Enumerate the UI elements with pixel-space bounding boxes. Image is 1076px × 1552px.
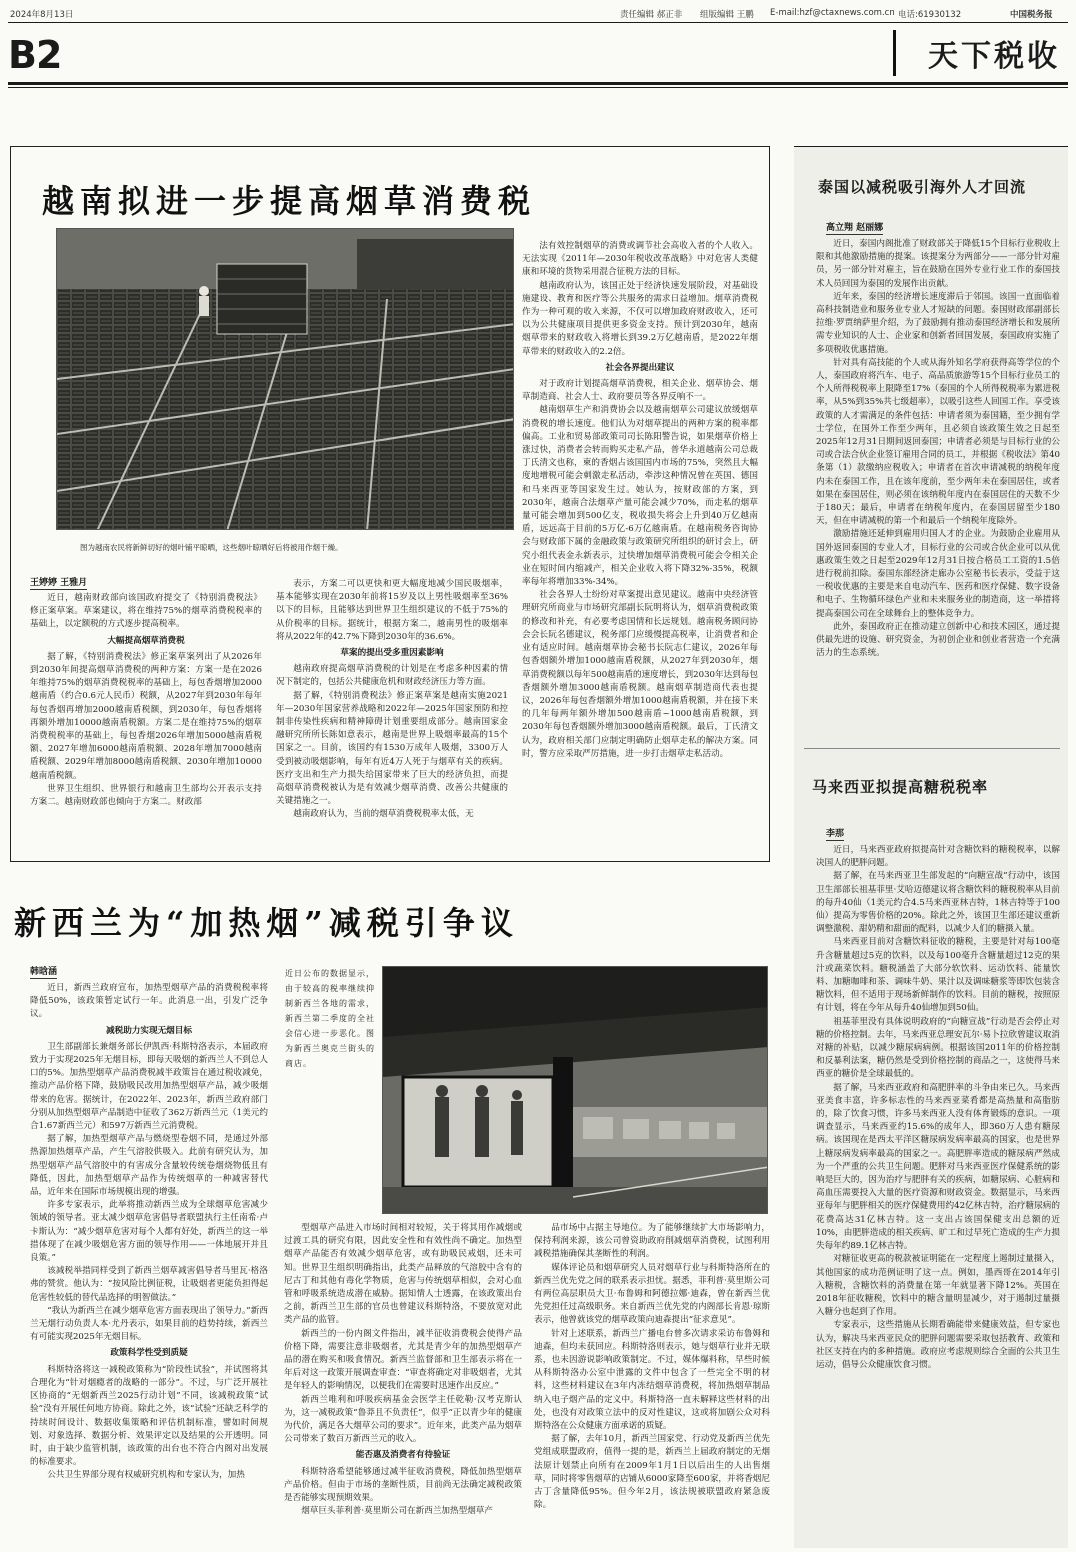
paragraph: 此外，泰国政府正在推动建立创新中心和技术园区，通过提供最先进的设施、研究资金，为初创企业和创业者营造一个充满活力的生态系统。	[816, 621, 1060, 659]
paragraph: 据了解，《特别消费税法》修正案草案列出了从2026年到2030年间提高烟草消费税的两种方案：方案一是在2026年维持75%的烟草消费税税率的基础上，每包香烟增加2000越南盾（约合0.6元人民币）税额，从2027年到2030年每年每包香烟再增加2000越南盾税额，到2030年，每包香烟将再额外增加10000越南盾税额。方案二是在维持75%的烟草消费税税率的基础上，每包香烟2026年增加5000越南盾税额、2027年增加6000越南盾税额、2028年增加7000越南盾税额、2029年增加8000越南盾税额、2030年增加10000越南盾税额。	[30, 651, 262, 781]
paragraph: 表示，方案二可以更快和更大幅度地减少国民吸烟率，基本能够实现在2030年前将15岁及以上男性吸烟率至36%以下的目标，且能够达到世界卫生组织建议的不低于75%的从价税率的目标。据统计，根据方案二，越南男性的吸烟率将从2022年的42.7%下降到2030年的36.6%。	[276, 579, 508, 642]
paragraph: 新西兰的一份内阁文件指出，减半征收消费税会使得产品价格下降，需要注意非吸烟者，尤其是青少年的加热型烟草产品的潜在购买和吸食情况。新西兰监督部和卫生部表示将在一年后对这一政策开展调查审查：“审查将确定对非吸烟者，尤其是年轻人的影响情况，以便我们在需要时迅速作出反应。”	[284, 1328, 522, 1392]
paragraph: 对糖征收更高的税款被证明能在一定程度上遏制过量摄入，其他国家的成功范例证明了这一点。例如，墨西哥在2014年引入糖税，含糖饮料的消费量在第一年就显著下降12%。英国在2018年征收糖税，饮料中的糖含量明显减少，对于遏制过量摄入糖分也起到了作用。	[816, 1254, 1060, 1318]
paragraph: 专家表示，这些措施从长期看确能带来健康效益，但专家也认为，解决马来西亚民众的肥胖问题需要采取包括教育、政策和社区支持在内的多种措施。政府应考虑规则综合全面的公共卫生运动，倡导公众健康饮食习惯。	[816, 1320, 1060, 1370]
vietnam-byline: 王婷婷 王雅月	[30, 575, 87, 590]
vietnam-col-1	[30, 592, 262, 854]
paragraph: 据了解，去年10月，新西兰国家党、行动党及新西兰优先党组成联盟政府，值得一提的是，新西兰上届政府制定的无烟法原计划禁止向所有在2009年1月1日以后出生的人出售烟草，同时将零售烟草的店铺从6000家降至600家，并将香烟尼古丁含量降低95%。但今年2月，该法规被联盟政府紧急废除。	[534, 1434, 770, 1511]
paragraph: 越南烟草生产和消费协会以及越南烟草公司建议放缓烟草消费税的增长速度。他们认为对烟草提出的两种方案的税率都偏高。工业和贸易部政策司司长陈阳警告说，如果烟草价格上涨过快，消费者会转而购买走私产品，普华永道越南公司总裁丁氏清文也称，柬的香烟占该国国内市场的75%，突然且大幅度地增税可能会刺激走私活动，牵涉这种情况曾在英国、德国和马来西亚等国家发生过。她认为，按财政部的方案，到2030年，越南合法烟草产量可能会减少70%，而走私的烟草量可能会增加到500亿支，税收损失将会上升到40万亿越南盾，远远高于目前的5万亿-6万亿越南盾。在越南税务咨询协会与财政部下属的金融政策与政策研究所组织的研讨会上，研究小组代表金永新表示，过快增加烟草消费税可能会令相关企业在短时间内缩减产，相关企业收入将下降32%-35%，税额率每年将增加33%-34%。	[522, 405, 758, 588]
editor-phone: 电话:61930132	[898, 10, 962, 20]
paragraph: 据了解，加热型烟草产品与燃烧型卷烟不同，是通过外部热源加热烟草产品，产生气溶胶供吸入。此前有研究认为，加热型烟草产品气溶胶中的有害成分含量较传统卷烟烧物低且有降低，因此，加热型烟草产品作为传统烟草的一种减害替代品，近年来在国际市场规模出现的增强。	[30, 1134, 268, 1198]
subheading: 政策科学性受到质疑	[110, 1348, 188, 1359]
thailand-body	[816, 238, 1060, 738]
paragraph: 法有效控制烟草的消费或调节社会高收入者的个人收入。无法实现《2011年—2030年税收改革战略》中对危害人类健康和环境的货物采用混合征税方法的目标。	[522, 241, 758, 278]
newzealand-col-2	[284, 1222, 522, 1542]
paragraph: 据了解，马来西亚政府和高肥胖率的斗争由来已久。马来西亚美食丰富，许多标志性的马来西亚菜肴都是高热量和高脂肪的，除了饮食习惯，许多马来西亚人没有体育锻炼的意识。一项调查显示，马来西亚约15.6%的成年人，即360万人患有糖尿病。该国现在是西太平洋区糖尿病发病率最高的国家，也是世界上糖尿病发病率最高的国家之一。高肥胖率造成的糖尿病严然成为一个严重的公共卫生问题。肥胖对马来西亚医疗保健系统的影响是巨大的，因为治疗与肥胖有关的疾病，如糖尿病、心脏病和高血压需要投入大量的医疗资源和财政资金。数据显示，马来西亚每年与肥胖相关的医疗保健费用约42亿林吉特，治疗糖尿病的花费高达31亿林吉特。这一支出占该国保健支出总额的近10%，由肥胖造成的相关疾病、旷工和过早死亡造成的生产力损失每年约89.1亿林吉特。	[816, 1082, 1060, 1252]
vietnam-photo-caption: 图为越南农民将新鲜切好的烟叶铺平晾晒，这些烟叶晾晒好后将被用作烟干燥。	[80, 543, 343, 552]
header-thin-rule	[8, 87, 1068, 88]
newzealand-photo-caption: 近日公布的数据显示，由于较高的税率继续抑制新西兰各地的需求，新西兰第二季度的全社会信心进一步恶化。图为新西兰奥克兰街头的商店。	[285, 969, 375, 1068]
layout-editor-credit: 组版编辑 王鹏	[700, 10, 754, 20]
newzealand-col-1	[30, 982, 268, 1542]
subheading: 能否惠及消费者有待验证	[355, 1450, 451, 1461]
vietnam-photo	[56, 228, 514, 530]
sidebar-top-rule	[794, 146, 1068, 147]
newzealand-byline: 韩晗涵	[30, 964, 57, 979]
malaysia-body	[816, 844, 1060, 1544]
paragraph: 马来西亚目前对含糖饮料征收的糖税，主要是针对每100毫升含糖量超过5克的饮料，以及每100毫升含糖量超过12克的果汁或蔬菜饮料。糖税涵盖了大部分软饮料、运动饮料、能量饮料、加糖咖啡和茶、调味牛奶、果汁以及调味糖浆等即饮包装含糖饮料，但不适用于现场新鲜制作的饮料。目前的糖税，按照原有计划，将在今年从每升40仙增加到50仙。	[816, 937, 1060, 1014]
paragraph: 越南政府认为，当前的烟草消费税税率太低，无	[293, 809, 474, 820]
paragraph: 祖基菲里没有具体说明政府的“向糖宣战”行动是否会停止对糖的价格控制。去年，马来西亚总理安瓦尔·易卜拉欣曾建议取消对糖的补贴，以减少糖尿病病例。根据该国2011年的价格控制和反暴利法案，糖仍然是受到价格控制的商品之一，这使得马来西亚的糖价是全球最低的。	[816, 1016, 1060, 1080]
paragraph: 针对上述联系，新西兰广播电台曾多次请求采访布鲁姆和迪森，但均未获回应。科斯特洛则表示，她与烟草行业并无联系，也未因游说影响政策制定。不过，媒体爆料称，早些时候从科斯特洛办公室中泄露的文件中包含了一些完全不明的材料，这些材料建议在3年内冻结烟草消费税，将加热烟草制品纳入电子烟产品的定义中。科斯特洛一直未解释这些材料的出处，也没有对政策立法中的反对性建议，这或将加剧公众对科斯特洛在公众健康方面承诺的质疑。	[534, 1328, 770, 1432]
paragraph: 近年来，泰国的经济增长速度滞后于邻国。该国一直面临着高科技制造业和服务业专业人才短缺的问题。泰国财政部副部长拉维·罗贾纳萨里介绍，为了鼓励拥有推动泰国经济增长和发展所需专业知识的人士、企业家和创新者回国发展，泰国政府实施了多项税收优惠措施。	[816, 291, 1060, 355]
paragraph: 社会各界人士纷纷对草案提出意见建议。越南中央经济管理研究所商业与市场研究部副长阮明将认为，烟草消费税政策的修改和补充，有必要考虑国情和长远规划。越南税务顾问协会会长阮名德建议，税务部门应缓慢提高税率，让消费者和企业有适应时间。越南烟草协会秘书长阮志仁建议，2026年每包香烟额外增加1000越南盾税额，从2027年到2030年，烟草消费税额以每年500越南盾的速度增长，到2030年达到每包香烟额外增加3000越南盾税额。越南烟草制造商代表也提议，2026年每包香烟额外增加1000越南盾税额，并在接下来的几年每两年额外增加500越南盾~1000越南盾税额，到2030年每包香烟额外增加3000越南盾税额。最后，丁氏清文认为，政府相关部门应制定明确防止烟草走私的解决方案。同时，警方应采取严厉措施，进一步打击烟草走私活动。	[522, 590, 758, 759]
thailand-headline: 泰国以减税吸引海外人才回流	[818, 178, 1027, 196]
auckland-street-image	[383, 967, 768, 1214]
paragraph: 近日，新西兰政府宣布，加热型烟草产品的消费税税率将降低50%，该政策暂定试行一年。此消息一出，引发广泛争议。	[30, 983, 268, 1020]
paragraph: 媒体评论员和烟草研究人员对烟草行业与科斯特洛所在的新西兰优先党之间的联系表示担忧。据悉，菲利普·莫里斯公司有两位高层职员大卫·布鲁姆和阿德拉娜·迪森，曾在新西兰优先党担任过高级职务。来自新西兰优先党的内阁部长肯恩·琼斯表示，他曾就该党的烟草政策向迪森提出“征求意见”。	[534, 1262, 770, 1326]
subheading: 减税助力实现无烟目标	[106, 1025, 192, 1036]
paragraph: 科斯特洛希望能够通过减半征收消费税，降低加热型烟草产品价格。但由于市场的垄断性质，目前尚无法确定减税政策是否能够实现预期效果。	[284, 1466, 522, 1504]
sidebar-divider	[804, 748, 1060, 749]
paragraph: 品市场中占据主导地位。为了能够继续扩大市场影响力，保持利润来源，该公司曾资助政府削减烟草消费税，试图利用减税措施确保其垄断性的利润。	[534, 1223, 770, 1260]
paragraph: 该减税举措同样受到了新西兰烟草减害倡导者马里瓦·格洛弗的赞赏。他认为：“按风险比例征税，让吸烟者更能负担得起危害性较低的替代品选择的明智做法。”	[30, 1266, 268, 1303]
vietnam-col-2	[276, 578, 508, 854]
malaysia-byline: 李那	[826, 826, 844, 841]
subheading: 社会各界提出建议	[605, 362, 675, 373]
paragraph: 据了解，在马来西亚卫生部发起的“向糖宣战”行动中，该国卫生部部长祖基菲里·艾哈迈德建议将含糖饮料的糖税税率从目前的每升40仙（1美元约合4.5马来西亚林吉特，1林吉特等于100仙）提高为零售价格的20%。除此之外，该国卫生部还建议重新调整激税、甜奶精和甜面的配料，以减少人们的糖摄入量。	[816, 871, 1060, 935]
paragraph: 世界卫生组织、世界银行和越南卫生部均公开表示支持方案二。越南财政部也倾向于方案二。财政部	[30, 783, 262, 808]
paragraph: 许多专家表示，此举将推动新西兰成为全球烟草危害减少领域的领导者。亚太减少烟草危害倡导者联盟执行主任南希·卢卡斯认为：“减少烟草危害对每个人都有好处，新西兰的这一举措体现了在减少吸烟危害方面的领导作用——一体地展开并且良策。”	[30, 1200, 268, 1264]
paper-name: 中国税务报	[1010, 10, 1053, 20]
subheading: 大幅提高烟草消费税	[107, 635, 185, 646]
newzealand-photo	[382, 966, 768, 1214]
paragraph: 据了解，《特别消费税法》修正案草案是越南实施2021年—2030年国家营养战略和2022年—2025年国家预防和控制非传染性疾病和精神障碍计划重要组成部分。越南国家金融研究所所长陈如意表示，越南是世界上吸烟率最高的15个国家之一。目前，该国约有1530万成年人吸烟，3300万人受到被动吸烟影响，每年有近4万人死于与烟草有关的疾病。医疗支出和生产力损失给国家带来了巨大的经济负担，而提高烟草消费税被认为是有效减少烟草消费、改善公共健康的关键措施之一。	[276, 690, 508, 807]
paragraph: 公共卫生界部分现有权威研究机构和专家认为，加热	[47, 1470, 245, 1481]
top-rule	[8, 22, 1068, 23]
paragraph: 科斯特洛将这一减税政策称为“阶段性试验”，并试图将其合理化为“针对烟瘾者的战略的一部分”。不过，与广泛开展社区协商的“无烟新西兰2025行动计划”不同，该减税政策“试验”没有开展任何地方协商。除此之外，该“试验”还缺乏科学的持续时间设计、数据收集策略和评估机制标准，譬如时间规划、对象选择、数据分析、效果评定以及结果的公开透明。同时，由于缺少监管机制，该政策的出台也不符合内阁对出发展的标准要求。	[30, 1364, 268, 1468]
paragraph: 近日，泰国内阁批准了财政部关于降低15个目标行业税收上限和其他激励措施的提案。该提案分为两部分——一部分针对雇员，另一部分针对雇主，旨在鼓励在国外专业行业工作的泰国技术人员回国为泰国的发展作出贡献。	[816, 239, 1060, 289]
paragraph: 烟草巨头菲利普·莫里斯公司在新西兰加热型烟草产	[301, 1506, 493, 1517]
section-title: 天下税收	[928, 39, 1060, 74]
thailand-byline: 高立翔 赵丽娜	[826, 220, 883, 235]
vietnam-headline: 越南拟进一步提高烟草消费税	[42, 182, 537, 220]
paragraph: 越南政府认为，该国正处于经济快速发展阶段，对基础设施建设、教育和医疗等公共服务的需求日益增加。烟草消费税作为一种可观的收入来源，不仅可以增加政府财政收入，还可以为公共健康项目提供更多资金支持。预计到2030年，越南烟草带来的财政收入将增长到39.2万亿越南盾，是2022年烟草带来的财政收入的2.2倍。	[522, 280, 758, 357]
newzealand-col-3	[534, 1222, 770, 1542]
newzealand-headline: 新西兰为“加热烟”减税引争议	[14, 904, 519, 942]
paragraph: 型烟草产品进入市场时间相对较短，关于将其用作减烟或过渡工具的研究有限，因此安全性和有效性尚不确定。加热型烟草产品能否有效减少烟草危害，或有助吸民戒烟，还未可知。世界卫生组织明确指出，此类产品释放的气溶胶中含有的尼古丁和其他有毒化学物质，危害与传统烟草相似，会对心血管和呼吸系统造成潜在威胁。据知情人士透露，在该政策出台之前，新西兰卫生部的官员也曾建议科斯特洛，不要放宽对此类产品的监管。	[284, 1223, 522, 1326]
paragraph: 激励措施还延伸到雇用归国人才的企业。为鼓励企业雇用从国外返回泰国的专业人才，目标行业的公司或合伙企业可以从优惠政策生效之日起至2029年12月31日按合格员工工资的1.5倍进行税前扣除。泰国东部经济走廊办公室秘书长表示，受益于这一税收优惠的主要是来自电动汽车、医药和医疗保健、数字设备和电子、生物循环绿色产业和未来服务业的制造商，这一举措将提高泰国公司在全球舞台上的整体竞争力。	[816, 529, 1060, 619]
issue-date: 2024年8月13日	[10, 10, 74, 20]
malaysia-headline: 马来西亚拟提高糖税税率	[812, 778, 989, 796]
editor-credit: 责任编辑 郝正非	[620, 10, 683, 20]
editor-email: E-mail:hzf@ctaxnews.com.cn	[770, 8, 895, 18]
header-thick-rule	[8, 82, 1068, 85]
section-banner	[893, 30, 1068, 76]
paragraph: “我认为新西兰在减少烟草危害方面表现出了领导力。”新西兰无烟行动负责人本·尤丹表示，如果目前的趋势持续，新西兰有可能实现2025年无烟目标。	[30, 1305, 268, 1343]
paragraph: 新西兰唯利和呼吸疾病基金会医学主任乾勒·汉考克斯认为，这一减税政策“鲁莽且不负责任”，似乎“正以青少年的健康为代价，满足各大烟草公司的要求”。近年来，此类产品为烟草公司带来了数百万新西兰元的收入。	[284, 1394, 522, 1445]
vietnam-col-3	[522, 240, 758, 854]
paragraph: 近日，马来西亚政府拟提高针对含糖饮料的糖税税率，以解决国人的肥胖问题。	[816, 845, 1060, 869]
paragraph: 近日，越南财政部向该国政府提交了《特别消费税法》修正案草案。草案建议，将在维持75%的烟草消费税税率的基础上，以定额税的方式逐步提高税率。	[30, 593, 262, 630]
paragraph: 卫生部副部长兼烟务部长伊凯西·科斯特洛表示，本届政府致力于实现2025年无烟目标，即每天吸烟的新西兰人不到总人口的5%。加热型烟草产品消费税减半政策旨在通过税收减免，推动产品价格下降，鼓励吸民改用加热型烟草产品，减少吸烟带来的危害。据统计，在2022年、2023年，新西兰政府部门分别从加热型烟草产品制造中征收了362万新西兰元（1美元约合1.67新西兰元）和597万新西兰元消费税。	[30, 1041, 268, 1132]
paragraph: 对于政府计划提高烟草消费税，相关企业、烟草协会、烟草制造商、社会人士、政府要员等各界反响不一。	[522, 379, 758, 403]
tobacco-field-image	[57, 229, 514, 530]
page-number: B2	[8, 33, 62, 77]
subheading: 草案的提出受多重因素影响	[340, 648, 444, 659]
paragraph: 越南政府提高烟草消费税的计划是在考虑多种因素的情况下制定的，包括公共健康危机和财政经济压力等方面。	[276, 664, 508, 688]
paragraph: 针对具有高技能的个人或从海外知名学府获得高等学位的个人，泰国政府将汽车、电子、高品质旅游等15个目标行业员工的个人所得税税率上限降至17%（泰国的个人所得税税率为累进税率，从5%到35%共七级超率），以吸引这些人回国工作。享受该政策的人才需满足的条件包括：申请者须为泰国籍，至少拥有学士学位，在国外工作至少两年，且必须自该政策生效之日起至2025年12月31日期间返回泰国；申请者必须是与目标行业的公司或合法合伙企业签订雇用合同的员工，并根据《税收法》第40条第（1）款缴纳应税收入；申请者在首次申请减税的纳税年度内未在泰国工作，且在该年度前，至少两年未在泰国居住，或者如果在泰国居住，则必须在该纳税年度内在泰国居住的天数不少于180天；最后，申请者在纳税年度内，在泰国居留至少180天，但在申请减税的第一个和最后一个纳税年度除外。	[816, 357, 1060, 527]
